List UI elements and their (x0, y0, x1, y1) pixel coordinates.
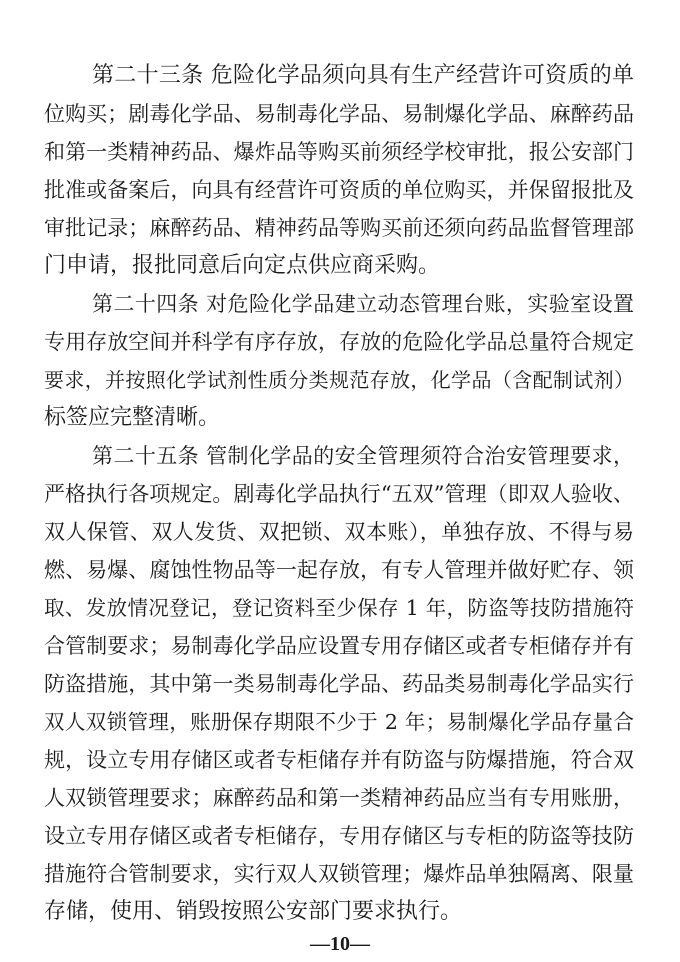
article-24-line: 标签应完整清晰。 (44, 405, 221, 430)
article-23-line: 批准或备案后，向具有经营许可资质的单位购买，并保留报批及 (44, 178, 634, 202)
article-25-line: 取、发放情况登记，登记资料至少保存 1 年，防盗等技防措施符 (44, 596, 634, 620)
article-24-line: 要求，并按照化学试剂性质分类规范存放，化学品（含配制试剂） (44, 368, 634, 392)
article-25-line: 严格执行各项规定。剧毒化学品执行“五双”管理（即双人验收、 (44, 482, 634, 506)
article-25-line: 燃、易爆、腐蚀性物品等一起存放，有专人管理并做好贮存、领 (44, 558, 634, 582)
article-25-line: 规，设立专用存储区或者专柜储存并有防盗与防爆措施，符合双 (44, 748, 634, 772)
article-24-line: 第二十四条 对危险化学品建立动态管理台账，实验室设置 (92, 292, 634, 316)
article-24-line: 专用存放空间并科学有序存放，存放的危险化学品总量符合规定 (44, 330, 634, 354)
article-23-line: 审批记录；麻醉药品、精神药品等购买前还须向药品监督管理部 (44, 216, 634, 240)
article-25-line: 合管制要求；易制毒化学品应设置专用存储区或者专柜储存并有 (44, 634, 634, 658)
article-25-line: 双人双锁管理，账册保存期限不少于 2 年；易制爆化学品存量合 (44, 710, 634, 734)
article-23-line: 位购买；剧毒化学品、易制毒化学品、易制爆化学品、麻醉药品 (44, 102, 634, 126)
article-25-line: 双人保管、双人发货、双把锁、双本账），单独存放、不得与易 (44, 520, 634, 544)
article-25-line: 设立专用存储区或者专柜储存，专用存储区与专柜的防盗等技防 (44, 824, 634, 848)
article-25-line: 防盗措施，其中第一类易制毒化学品、药品类易制毒化学品实行 (44, 672, 634, 696)
article-25-line: 人双锁管理要求；麻醉药品和第一类精神药品应当有专用账册， (44, 786, 634, 810)
article-23-line: 第二十三条 危险化学品须向具有生产经营许可资质的单 (92, 63, 634, 88)
article-23-line: 门申请，报批同意后向定点供应商采购。 (44, 253, 441, 278)
page-number: —10— (310, 933, 370, 955)
article-25-line: 措施符合管制要求，实行双人双锁管理；爆炸品单独隔离、限量 (44, 862, 634, 886)
article-25-line: 存储，使用、销毁按照公安部门要求执行。 (44, 899, 463, 924)
article-25-line: 第二十五条 管制化学品的安全管理须符合治安管理要求， (92, 444, 634, 468)
article-23-line: 和第一类精神药品、爆炸品等购买前须经学校审批，报公安部门 (44, 140, 634, 164)
